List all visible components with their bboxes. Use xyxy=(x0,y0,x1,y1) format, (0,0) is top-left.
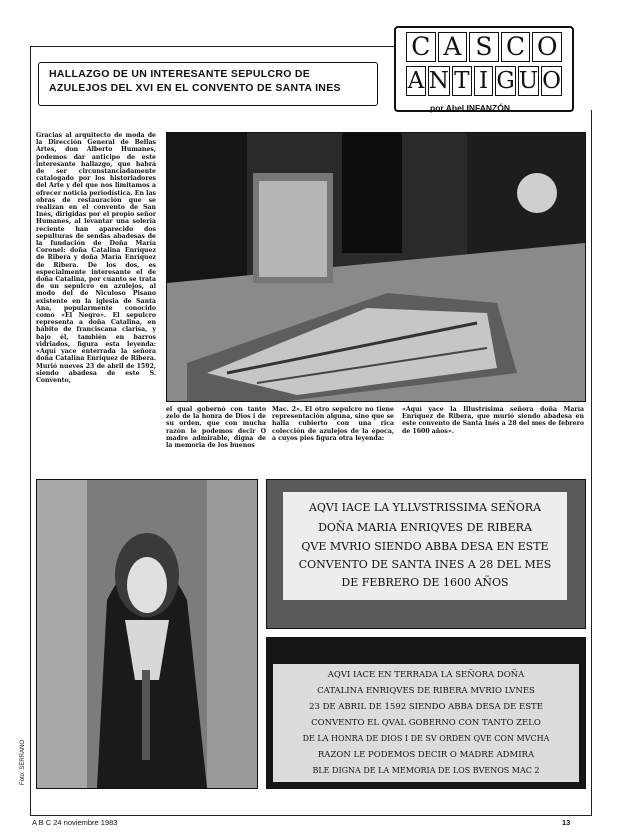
masthead-letter: C xyxy=(501,32,531,62)
photo-tomb-floor xyxy=(166,132,586,402)
masthead-letter: I xyxy=(474,66,494,96)
masthead-letter: O xyxy=(532,32,562,62)
page-number: 13 xyxy=(562,818,571,827)
body-column-2: el qual gobernó con tanto zelo de la honra de Dios i de su orden, que con mucha razón le podemos decir O madre admirable, digna de la memoria de los buenos xyxy=(166,406,266,450)
inscription-line: BLE DIGNA DE LA MEMORIA DE LOS BVENOS MAC 2 xyxy=(312,766,540,775)
inscription-line: CATALINA ENRIQVES DE RIBERA MVRIO LVNES xyxy=(317,686,535,696)
masthead-letter: N xyxy=(428,68,449,94)
masthead-line-2 xyxy=(406,66,562,96)
footer-issue: A B C 24 noviembre 1983 xyxy=(32,818,118,827)
masthead-letter: T xyxy=(452,66,472,96)
photo-tile-portrait xyxy=(36,479,258,789)
inscription-line: RAZON LE PODEMOS DECIR O MADRE ADMIRA xyxy=(317,750,535,760)
tomb-floor-image xyxy=(167,133,585,401)
top-rule xyxy=(30,46,395,47)
inscription-line: CONVENTO DE SANTA INES A 28 DEL MES xyxy=(298,558,552,571)
body-column-4: «Aquí yace la Illustrísima señora doña María Enríquez de Ribera, que murió siendo abadesa en este convento de Santa Inés a 28 del mes de febrero de 1600 años». xyxy=(402,406,584,435)
left-frame-rule xyxy=(30,46,31,816)
section-masthead xyxy=(394,26,574,112)
photo-credit: Foto: SERRANO xyxy=(20,739,26,785)
masthead-line-1 xyxy=(406,32,562,62)
section-line-1 xyxy=(0,0,1,1)
inscription-line: DE LA HONRA DE DIOS I DE SV ORDEN QVE CON MVCHA xyxy=(302,734,550,743)
body-column-1: Gracias al arquitecto de moda de la Dirección General de Bellas Artes, don Alberto Humanes, podemos dar anticipo de este interesante hallazgo, que habrá de ser circunstanciadamente catalogado por los historiadores del Arte y del que nos limitamos a ofrecer noticia periodística. En las obras de restauración que se realizan en el convento de San Inés, dirigidas por el propio señor Humanes, al levantar una solería reciente han aparecido dos sepulturas de sendas abadesas de la fundación de Doña María Coronel: doña Catalina Enríquez de Ribera y doña María Enríquez de Ribera. De los dos, es especialmente interesante el de doña Catalina, por cuanto se trata de un sepulcro en azulejos, al modo del de Niculoso Pisano existente en la iglesia de Santa Ana, popularmente conocido como «El Negro». El sepulcro representa a doña Catalina, en hábito de franciscana clarisa, y bajo él, también en barros vidriados, figura esta leyenda: «Aquí yace enterrada la señora doña Catalina Enríquez de Ribera. Murió nueves 23 de abril de 1592, siendo abadesa de este S. Convento, xyxy=(36,132,156,384)
inscription-plaque xyxy=(273,664,579,782)
masthead-letter: G xyxy=(496,68,515,94)
masthead-letter: U xyxy=(518,68,539,94)
right-frame-rule xyxy=(591,110,592,815)
byline: por Abel INFANZÓN xyxy=(430,103,510,113)
masthead-letter: O xyxy=(542,68,561,94)
inscription-plaque xyxy=(283,492,567,600)
masthead-letter: S xyxy=(469,32,499,62)
masthead-letter: C xyxy=(406,32,436,62)
inscription-line: DOÑA MARIA ENRIQVES DE RIBERA xyxy=(318,521,532,534)
headline: HALLAZGO DE UN INTERESANTE SEPULCRO DE AZULEJOS DEL XVI EN EL CONVENTO DE SANTA INES xyxy=(38,62,378,106)
inscription-line: QVE MVRIO SIENDO ABBA DESA EN ESTE xyxy=(301,540,549,553)
masthead-letter: A xyxy=(407,68,425,94)
inscription-line: DE FEBRERO DE 1600 AÑOS xyxy=(341,576,509,589)
masthead-letter: A xyxy=(438,32,468,62)
tile-portrait-image xyxy=(37,480,257,788)
body-column-3: Mac. 2». El otro sepulcro no tiene representación alguna, sino que se halla cubierto con una rica colección de azulejos de la época, a cuyos pies figura otra leyenda: xyxy=(272,406,394,442)
photo-inscription-maria xyxy=(266,479,586,629)
inscription-line: AQVI IACE LA YLLVSTRISSIMA SEÑORA xyxy=(308,501,542,514)
inscription-line: CONVENTO EL QVAL GOBERNO CON TANTO ZELO xyxy=(311,718,541,728)
inscription-line: AQVI IACE EN TERRADA LA SEÑORA DOÑA xyxy=(327,670,525,680)
bottom-rule xyxy=(30,815,592,816)
inscription-line: 23 DE ABRIL DE 1592 SIENDO ABBA DESA DE ESTE xyxy=(309,702,543,712)
photo-inscription-catalina xyxy=(266,637,586,789)
